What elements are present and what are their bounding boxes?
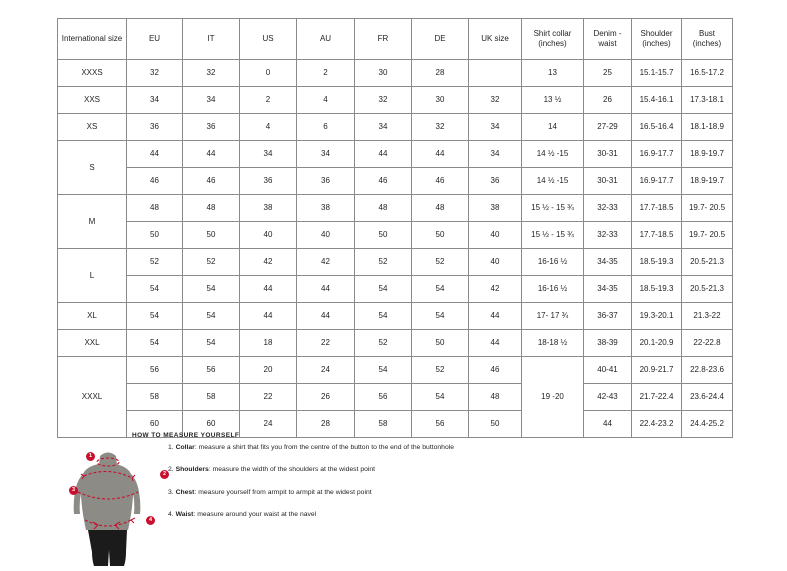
cell-eu: 46	[127, 168, 183, 195]
column-header-shoulder: Shoulder (inches)	[632, 19, 682, 60]
cell-it: 56	[183, 357, 240, 384]
cell-shoulder: 16.5-16.4	[632, 114, 682, 141]
item-text: : measure yourself from armpit to armpit at the widest point	[194, 488, 372, 496]
cell-uk: 44	[469, 330, 522, 357]
cell-denim: 36-37	[584, 303, 632, 330]
cell-eu: 54	[127, 303, 183, 330]
cell-de: 46	[412, 168, 469, 195]
cell-uk: 36	[469, 168, 522, 195]
badge-4-waist: 4	[146, 516, 155, 525]
cell-us: 38	[240, 195, 297, 222]
cell-collar: 14	[522, 114, 584, 141]
item-label: Chest	[175, 488, 195, 496]
cell-fr: 46	[355, 168, 412, 195]
cell-bust: 17.3-18.1	[682, 87, 733, 114]
cell-eu: 36	[127, 114, 183, 141]
cell-shoulder: 15.4-16.1	[632, 87, 682, 114]
cell-de: 28	[412, 60, 469, 87]
table-row	[58, 195, 733, 222]
cell-bust: 20.5-21.3	[682, 276, 733, 303]
cell-au: 40	[297, 222, 355, 249]
cell-de: 52	[412, 249, 469, 276]
cell-uk	[469, 60, 522, 87]
cell-us: 36	[240, 168, 297, 195]
item-text: : measure the width of the shoulders at the widest point	[208, 466, 376, 474]
column-header-uk-size: UK size	[469, 19, 522, 60]
column-header-bust: Bust (inches)	[682, 19, 733, 60]
cell-de: 56	[412, 411, 469, 438]
table-row	[58, 168, 733, 195]
cell-it: 54	[183, 303, 240, 330]
cell-it: 48	[183, 195, 240, 222]
cell-shoulder: 17.7-18.5	[632, 195, 682, 222]
cell-uk: 38	[469, 195, 522, 222]
list-item	[168, 466, 598, 475]
cell-us: 2	[240, 87, 297, 114]
cell-shoulder: 20.1-20.9	[632, 330, 682, 357]
cell-eu: 48	[127, 195, 183, 222]
cell-collar: 15 ½ - 15 ¾	[522, 195, 584, 222]
column-header-international-size: International size	[58, 19, 127, 60]
cell-it: 58	[183, 384, 240, 411]
cell-it: 32	[183, 60, 240, 87]
cell-au: 44	[297, 303, 355, 330]
item-label: Shoulders	[175, 466, 209, 474]
column-header-eu: EU	[127, 19, 183, 60]
cell-fr: 54	[355, 303, 412, 330]
cell-it: 54	[183, 276, 240, 303]
item-text: : measure around your waist at the navel	[193, 510, 317, 518]
body-diagram-svg	[60, 444, 165, 566]
cell-us: 34	[240, 141, 297, 168]
item-label: Collar	[175, 444, 195, 451]
cell-denim: 32-33	[584, 195, 632, 222]
cell-shoulder: 22.4-23.2	[632, 411, 682, 438]
table-row	[58, 60, 733, 87]
cell-collar: 14 ½ -15	[522, 141, 584, 168]
table-row	[58, 276, 733, 303]
cell-fr: 48	[355, 195, 412, 222]
cell-international-size: XXL	[58, 330, 127, 357]
cell-fr: 52	[355, 249, 412, 276]
cell-au: 24	[297, 357, 355, 384]
badge-1-collar: 1	[86, 452, 95, 461]
cell-it: 46	[183, 168, 240, 195]
cell-bust: 19.7- 20.5	[682, 222, 733, 249]
cell-fr: 32	[355, 87, 412, 114]
cell-collar: 14 ½ -15	[522, 168, 584, 195]
cell-fr: 50	[355, 222, 412, 249]
table-row	[58, 330, 733, 357]
column-header-it: IT	[183, 19, 240, 60]
cell-eu: 54	[127, 330, 183, 357]
cell-bust: 18.9-19.7	[682, 141, 733, 168]
cell-denim: 27-29	[584, 114, 632, 141]
cell-uk: 34	[469, 114, 522, 141]
cell-us: 18	[240, 330, 297, 357]
cell-denim: 42-43	[584, 384, 632, 411]
table-body	[58, 60, 733, 438]
cell-international-size: XXS	[58, 87, 127, 114]
cell-us: 22	[240, 384, 297, 411]
cell-us: 40	[240, 222, 297, 249]
cell-collar: 16-16 ½	[522, 276, 584, 303]
cell-denim: 32-33	[584, 222, 632, 249]
cell-de: 50	[412, 330, 469, 357]
cell-fr: 54	[355, 276, 412, 303]
cell-au: 6	[297, 114, 355, 141]
cell-us: 4	[240, 114, 297, 141]
badge-2-shoulders: 2	[160, 470, 169, 479]
cell-international-size: XL	[58, 303, 127, 330]
measure-instructions-list	[168, 444, 598, 533]
cell-uk: 40	[469, 249, 522, 276]
cell-uk: 42	[469, 276, 522, 303]
cell-au: 28	[297, 411, 355, 438]
cell-it: 36	[183, 114, 240, 141]
cell-denim: 38-39	[584, 330, 632, 357]
cell-international-size: XXXL	[58, 357, 127, 438]
cell-us: 42	[240, 249, 297, 276]
cell-international-size: M	[58, 195, 127, 249]
table-row	[58, 357, 733, 384]
table-row	[58, 384, 733, 411]
column-header-denim-waist: Denim - waist	[584, 19, 632, 60]
table-row	[58, 303, 733, 330]
cell-au: 42	[297, 249, 355, 276]
cell-au: 44	[297, 276, 355, 303]
cell-au: 2	[297, 60, 355, 87]
cell-denim: 30-31	[584, 168, 632, 195]
table-row	[58, 141, 733, 168]
cell-uk: 34	[469, 141, 522, 168]
column-header-fr: FR	[355, 19, 412, 60]
cell-international-size: S	[58, 141, 127, 195]
table-row	[58, 114, 733, 141]
table-row	[58, 222, 733, 249]
cell-de: 52	[412, 357, 469, 384]
cell-denim: 34-35	[584, 249, 632, 276]
cell-uk: 48	[469, 384, 522, 411]
table-header-row	[58, 19, 733, 60]
cell-it: 60	[183, 411, 240, 438]
cell-shoulder: 21.7-22.4	[632, 384, 682, 411]
cell-au: 36	[297, 168, 355, 195]
cell-fr: 56	[355, 384, 412, 411]
cell-bust: 22.8-23.6	[682, 357, 733, 384]
cell-eu: 58	[127, 384, 183, 411]
cell-collar: 15 ½ - 15 ¾	[522, 222, 584, 249]
cell-denim: 30-31	[584, 141, 632, 168]
cell-bust: 22-22.8	[682, 330, 733, 357]
cell-international-size: XS	[58, 114, 127, 141]
cell-de: 54	[412, 303, 469, 330]
cell-denim: 44	[584, 411, 632, 438]
cell-it: 34	[183, 87, 240, 114]
cell-us: 44	[240, 303, 297, 330]
item-number: 1.	[168, 444, 174, 451]
cell-shoulder: 17.7-18.5	[632, 222, 682, 249]
cell-collar: 16-16 ½	[522, 249, 584, 276]
cell-us: 0	[240, 60, 297, 87]
cell-it: 44	[183, 141, 240, 168]
cell-de: 32	[412, 114, 469, 141]
cell-denim: 26	[584, 87, 632, 114]
measurement-figure	[60, 444, 165, 566]
cell-fr: 52	[355, 330, 412, 357]
cell-uk: 32	[469, 87, 522, 114]
cell-bust: 16.5-17.2	[682, 60, 733, 87]
column-header-us: US	[240, 19, 297, 60]
cell-de: 50	[412, 222, 469, 249]
cell-uk: 46	[469, 357, 522, 384]
cell-de: 44	[412, 141, 469, 168]
list-item	[168, 511, 598, 520]
column-header-shirt-collar: Shirt collar (inches)	[522, 19, 584, 60]
cell-us: 24	[240, 411, 297, 438]
cell-international-size: L	[58, 249, 127, 303]
cell-bust: 20.5-21.3	[682, 249, 733, 276]
cell-bust: 19.7- 20.5	[682, 195, 733, 222]
column-header-de: DE	[412, 19, 469, 60]
how-to-measure-title: HOW TO MEASURE YOURSELF	[132, 432, 240, 439]
cell-uk: 40	[469, 222, 522, 249]
cell-us: 20	[240, 357, 297, 384]
cell-eu: 60	[127, 411, 183, 438]
cell-bust: 18.9-19.7	[682, 168, 733, 195]
cell-shoulder: 18.5-19.3	[632, 249, 682, 276]
cell-shoulder: 18.5-19.3	[632, 276, 682, 303]
cell-collar: 18-18 ½	[522, 330, 584, 357]
cell-bust: 23.6-24.4	[682, 384, 733, 411]
badge-3-chest: 3	[69, 486, 78, 495]
cell-eu: 54	[127, 276, 183, 303]
item-number: 3.	[168, 488, 174, 496]
size-conversion-table	[57, 18, 733, 438]
cell-bust: 21.3-22	[682, 303, 733, 330]
cell-au: 26	[297, 384, 355, 411]
table-row	[58, 249, 733, 276]
cell-collar: 13 ½	[522, 87, 584, 114]
cell-eu: 34	[127, 87, 183, 114]
cell-eu: 52	[127, 249, 183, 276]
cell-us: 44	[240, 276, 297, 303]
cell-de: 54	[412, 384, 469, 411]
cell-eu: 32	[127, 60, 183, 87]
cell-collar: 13	[522, 60, 584, 87]
cell-eu: 56	[127, 357, 183, 384]
cell-it: 50	[183, 222, 240, 249]
cell-fr: 54	[355, 357, 412, 384]
item-number: 4.	[168, 510, 174, 518]
cell-de: 54	[412, 276, 469, 303]
item-label: Waist	[175, 510, 194, 518]
cell-shoulder: 20.9-21.7	[632, 357, 682, 384]
cell-it: 54	[183, 330, 240, 357]
cell-international-size: XXXS	[58, 60, 127, 87]
cell-uk: 50	[469, 411, 522, 438]
cell-shoulder: 15.1-15.7	[632, 60, 682, 87]
cell-denim: 34-35	[584, 276, 632, 303]
item-number: 2.	[168, 466, 174, 474]
cell-denim: 40-41	[584, 357, 632, 384]
cell-shoulder: 16.9-17.7	[632, 141, 682, 168]
cell-collar: 19 -20	[522, 357, 584, 438]
cell-fr: 30	[355, 60, 412, 87]
cell-collar: 17- 17 ¾	[522, 303, 584, 330]
cell-bust: 24.4-25.2	[682, 411, 733, 438]
cell-fr: 44	[355, 141, 412, 168]
cell-au: 38	[297, 195, 355, 222]
cell-bust: 18.1-18.9	[682, 114, 733, 141]
cell-au: 4	[297, 87, 355, 114]
column-header-au: AU	[297, 19, 355, 60]
cell-au: 22	[297, 330, 355, 357]
cell-de: 30	[412, 87, 469, 114]
cell-it: 52	[183, 249, 240, 276]
cell-denim: 25	[584, 60, 632, 87]
cell-shoulder: 19.3-20.1	[632, 303, 682, 330]
cell-eu: 44	[127, 141, 183, 168]
cell-shoulder: 16.9-17.7	[632, 168, 682, 195]
item-text: : measure a shirt that fits you from the centre of the button to the end of the buttonhole	[194, 444, 455, 451]
table-row	[58, 87, 733, 114]
cell-fr: 34	[355, 114, 412, 141]
cell-de: 48	[412, 195, 469, 222]
cell-fr: 58	[355, 411, 412, 438]
list-item	[168, 489, 598, 498]
cell-au: 34	[297, 141, 355, 168]
cell-eu: 50	[127, 222, 183, 249]
list-item	[168, 444, 598, 453]
cell-uk: 44	[469, 303, 522, 330]
